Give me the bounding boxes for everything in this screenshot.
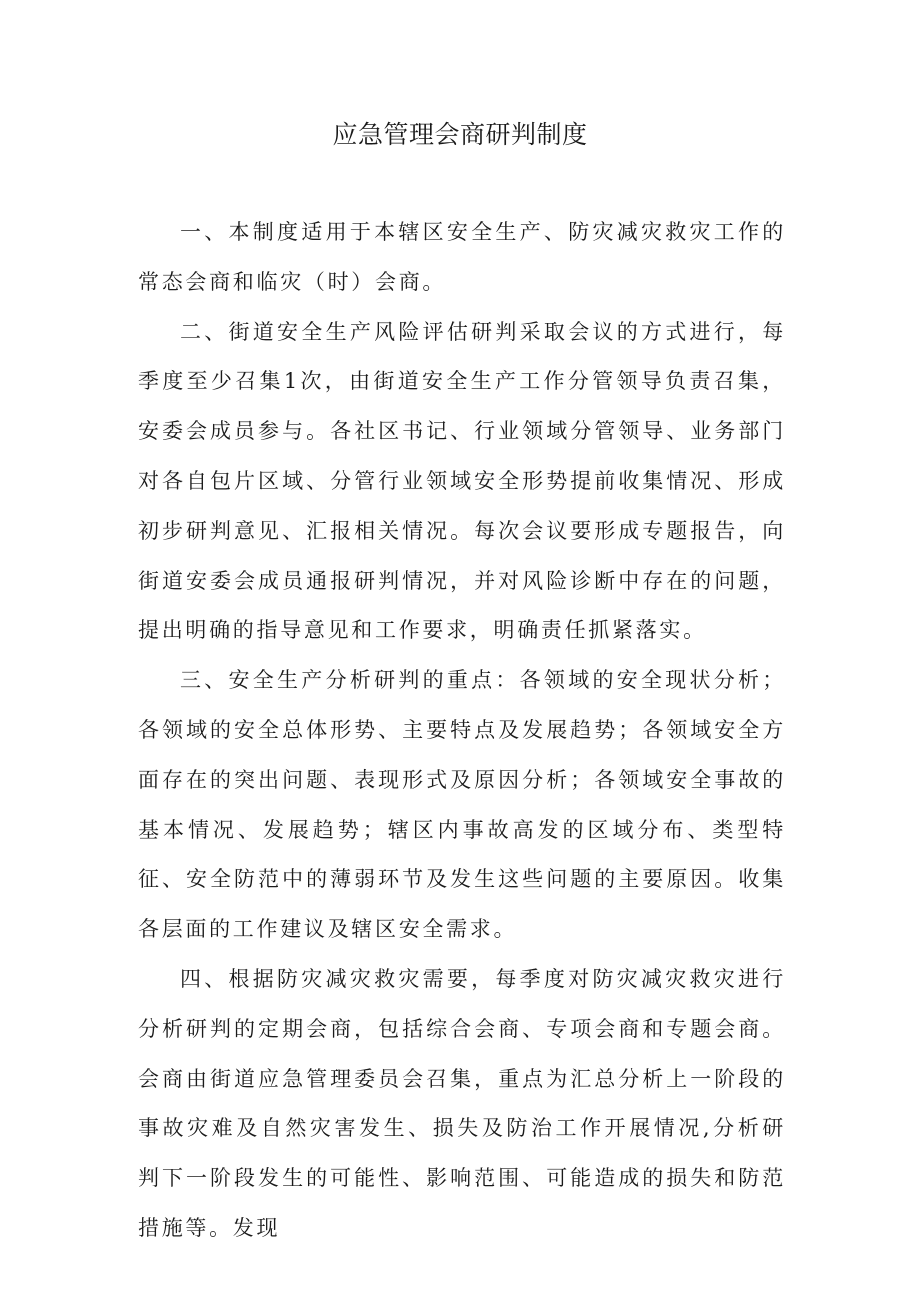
- paragraph-2: 二、街道安全生产风险评估研判采取会议的方式进行，每季度至少召集1次，由街道安全生产工作分管领导负责召集，安委会成员参与。各社区书记、行业领域分管领导、业务部门对各自包片区域、分管行业领域安全形势提前收集情况、形成初步研判意见、汇报相关情况。每次会议要形成专题报告，向街道安委会成员通报研判情况，并对风险诊断中存在的问题，提出明确的指导意见和工作要求，明确责任抓紧落实。: [138, 319, 786, 643]
- paragraph-1: 一、本制度适用于本辖区安全生产、防灾减灾救灾工作的常态会商和临灾（时）会商。: [138, 220, 786, 294]
- document-body: [138, 208, 786, 1254]
- paragraph-3: 三、安全生产分析研判的重点：各领域的安全现状分析；各领域的安全总体形势、主要特点及发展趋势；各领域安全方面存在的突出问题、表现形式及原因分析；各领域安全事故的基本情况、发展趋势；辖区内事故高发的区域分布、类型特征、安全防范中的薄弱环节及发生这些问题的主要原因。收集各层面的工作建议及辖区安全需求。: [138, 668, 786, 942]
- document-title: 应急管理会商研判制度: [332, 120, 588, 149]
- paragraph-4: 四、根据防灾减灾救灾需要，每季度对防灾减灾救灾进行分析研判的定期会商，包括综合会商、专项会商和专题会商。会商由街道应急管理委员会召集，重点为汇总分析上一阶段的事故灾难及自然灾害发生、损失及防治工作开展情况,分析研判下一阶段发生的可能性、影响范围、可能造成的损失和防范措施等。发现: [138, 966, 786, 1240]
